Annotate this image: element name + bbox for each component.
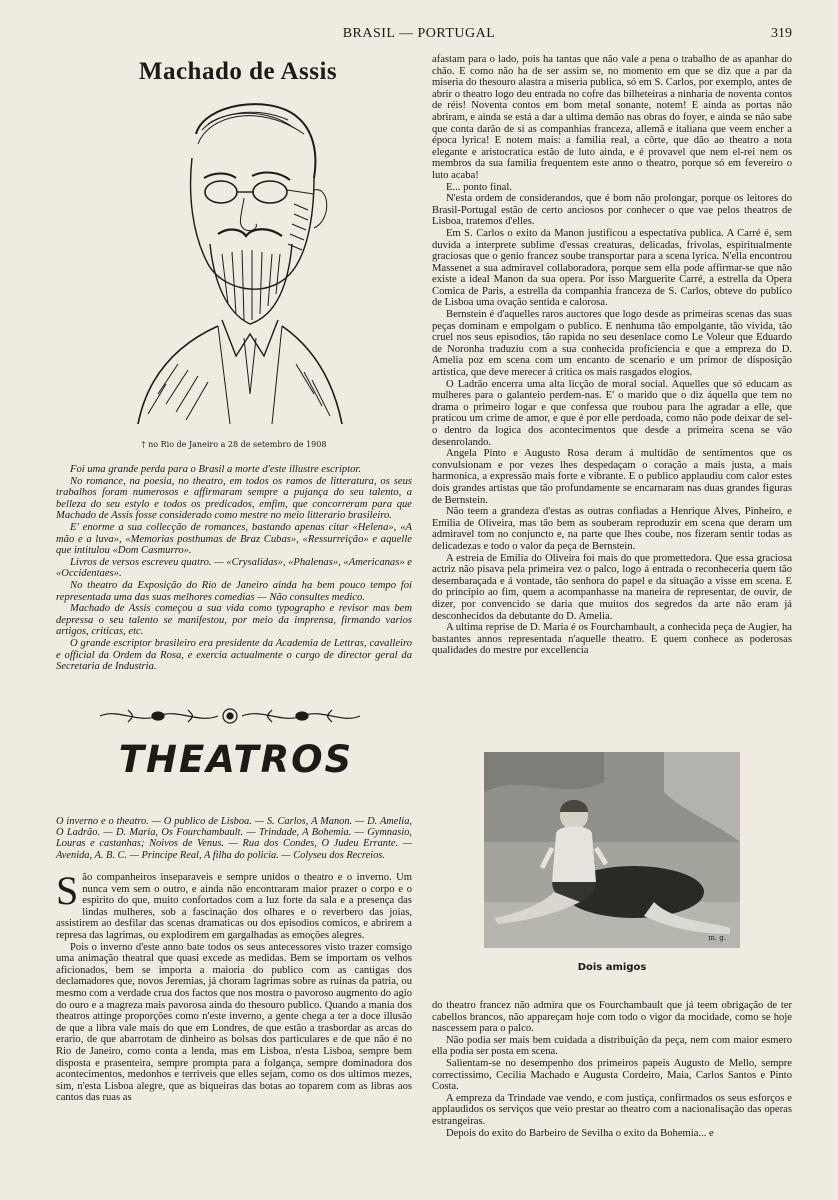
theatros-paragraph: Não teem a grandeza d'estas as outras confiadas a Henrique Alves, Pinheiro, e Emilia de Oliveira, mas tão bem as souberam reproduzir em scena que deram um admiravel tom no conjuncto e, na parte que lhes coube, nos fizeram sentir todas as delicadezas e todo o valor da peça de Bernstein. <box>432 506 792 552</box>
decorative-ornament <box>98 704 362 728</box>
theatros-paragraph: Em S. Carlos o exito da Manon justificou a espectativa publica. A Carré é, sem duvida a interprete sublime d'essas creaturas, delicadas, frivolas, espiritualmente graciosas que o genio francez soube transportar para a scena lyrica. N'ella encontrou Massenet a sua admiravel collaboradora, porque sem ella pode affirmar-se que não existe a ideal Manon da sua opera. Por isso Marguerite Carré, a estrella da Opera Comica de Paris, a estrella da companhia franceza de S. Carlos, obteve do publico de Lisboa uma ovação sentida e calorosa. <box>432 227 792 309</box>
theatros-paragraph: ão companheiros inseparaveis e sempre unidos o theatro e o inverno. Um nunca vem sem o outro, e ainda não encontraram maior prazer o corpo e o espirito do que, muito confortados com a luz forte da sala e a presença das lindas mulheres, sob a fascinação dos olhares e o reverbero das joias, assistirem ao desfilar das scenas dramaticas ou dos episodios comicos, e abrirem a represa das lagrimas, ou explodirem em gargalhadas as emoções alegres. <box>56 872 412 941</box>
theatros-paragraph: Depois do exito do Barbeiro de Sevilha o exito da Bohemia... e <box>446 1127 714 1139</box>
machado-article-body <box>56 464 412 673</box>
photo-girl-with-dog <box>484 752 740 948</box>
theatros-paragraph: afastam para o lado, pois ha tantas que não vale a pena o trabalho de as apanhar do chão. E como não ha de ser assim se, no momento em que se diz que a par da miseria do thesouro alastra a miseria publica, só em S. Carlos, por exemplo, antes de abrir o theatro logo deu entrada no cofre das bilheteiras a ninharia de noventa contos de réis! Noventa contos em bom metal sonante, notem! E ainda as portas não abriram, e ainda se está a dar a ultima demão nas obras do foyer, e ainda se não sabe que conta darão de si as companhias franceza, allemã e italiana que veem encher a época lyrica! E notem mais: a familia real, a côrte, que dão ao theatro a nota elegante e aristocratica estão de luto ainda, e é provavel que nem el-rei nem os membros da sua familia frequentem este anno o theatro, porque só em fevereiro o luto acaba! <box>432 54 792 181</box>
theatros-paragraph: N'esta ordem de considerandos, que é bom não prolongar, porque os leitores do Brasil-Portugal estão de certo anciosos por conhecer o que vae pelos theatros de Lisboa, tratemos d'elles. <box>432 193 792 228</box>
theatros-paragraph: Bernstein é d'aquelles raros auctores que logo desde as primeiras scenas das suas peças dominam e empolgam o publico. E nenhuma tão empolgante, tão vivida, tão cruel nos seus episodios, tão rapida no seu desenlace como Le Voleur que Eduardo de Noronha traduziu com a sua conhecida proficiencia e que a empreza do D. Amelia poz em scena com um encanto de scenario e um primor de disposição artistica, que deve merecer á critica os mais rasgados elogios. <box>432 309 792 379</box>
theatros-paragraph: Pois o inverno d'este anno bate todos os seus antecessores visto trazer comsigo uma animação theatral que quasi excede as medidas. Bem se importam os velhos aficionados, bem se importa a maioria do publico com as cantigas dos declamadores que, novos Jeremias, já choram lagrimas sobre as ruinas da patria, ou mesmo com a verdade crua dos factos que nos mostra o pavoroso augmento do agio do ouro e a magreza mais pavorosa ainda do thesouro publico. Quando a mania dos theatros attinge proporções como n'este inverno, a gente chega a ter a doce illusão de que a libra vale mais do que em Londres, de que estão a trasbordar as arcas do erario, de que abarrotam de dinheiro as bolsas dos particulares e de que não é no Rio de Janeiro, como conta a lenda, mas em Lisboa, n'esta Lisboa, sempre bem disposta e prasenteira, sempre prompta para a folgança, sempre dominadora dos acontecimentos, medonhos e terriveis que elles sejam, como os dos ultimos mezes, sim, n'esta Lisboa alegre, que as biqueiras das botas ao toparem com as libras aos cantos das ruas as <box>56 941 412 1104</box>
machado-paragraph: Foi uma grande perda para o Brasil a morte d'este illustre escriptor. <box>70 464 362 475</box>
running-header <box>0 26 838 46</box>
photo-illustration <box>484 752 740 948</box>
machado-paragraph: Livros de versos escreveu quatro. — «Crysalidas», «Phalenas», «Americanas» e «Occidentaes». <box>56 556 412 580</box>
theatros-paragraph: Salientam-se no desempenho dos primeiros papeis Augusto de Mello, sempre correctissimo, Cecilia Machado e Augusta Cordeiro, Maia, Carlos Santos e Pinto Costa. <box>432 1057 792 1093</box>
theatros-paragraph: A estreia de Emilia do Oliveira foi mais do que promettedora. Que essa graciosa actriz não pisava pela primeira vez o palco, logo á entrada o reconheceria quem tão desembaraçada e á vontade, tão senhora do papel e da situação a visse em scena. E do principio ao fim, quem a acompanhasse na maneira de representar, de ouvir, de dizer, por convencido se daria que muitos dos segredos da arte não eram já desconhecidos da debutante do D. Amelia. <box>432 552 792 622</box>
machado-paragraph: No theatro da Exposição do Rio de Janeiro ainda ha bem pouco tempo foi representada uma das suas melhores comedias — Não consultes medico. <box>56 579 412 603</box>
drop-cap: S <box>56 868 79 913</box>
theatros-paragraph: A empreza da Trindade vae vendo, e com justiça, confirmados os seus esforços e applaudidos os serviços que veio prestar ao theatro com a nacionalisação das operas estrangeiras. <box>432 1092 792 1127</box>
section-heading-theatros: THEATROS <box>118 738 354 781</box>
machado-paragraph: No romance, na poesia, no theatro, em todos os ramos de litteratura, os seus trabalhos foram numerosos e affirmaram sempre a pujança do seu talento, a belleza do seu estylo e todos os predicados, emfim, que concorreram para que Machado de Assis fosse considerado como mestre no meio litterario brasileiro. <box>56 475 412 522</box>
theatros-body-right-top <box>432 54 792 657</box>
photo-caption: Dois amigos <box>577 962 647 973</box>
theatros-paragraph: Não podia ser mais bem cuidada a distribuição da peça, nem com maior esmero ella podia ser posta em scena. <box>432 1034 792 1058</box>
portrait-caption: † no Rio de Janeiro a 28 de setembro de 1908 <box>141 440 327 449</box>
machado-paragraph: O grande escriptor brasileiro era presidente da Academia de Lettras, cavalleiro e official da Ordem da Rosa, e exercia actualmente o cargo de director geral da Secretaria de Industria. <box>56 637 412 673</box>
article-heading-machado: Machado de Assis <box>138 58 338 85</box>
theatros-paragraph: E... ponto final. <box>446 181 512 193</box>
theatros-paragraph: Angela Pinto e Augusto Rosa deram á multidão de sentimentos que os convulsionam e por vezes lhes despedaçam o coração a mais justa, a mais harmonica, a expressão mais forte e vibrante. E o publico applaudiu com calor estes dois grandes artistas que tão profundamente se encarnaram nas duas grandes figuras de Bernstein. <box>432 448 792 506</box>
page-number: 319 <box>771 26 792 41</box>
theatros-body-left <box>56 868 412 1104</box>
theatros-paragraph: O Ladrão encerra uma alta licção de moral social. Aquelles que só educam as mulheres para o galanteio perdem-nas. E' o marido que o diz áquella que tem no drama o primeiro logar e que confessa que roubou para lhe agradar a elle, que praticou um crime de amor, e que é por elle perdoada, como não pode deixar de sel-o dentro da logica dos acontecimentos que desde a primeira scena se vão desenrolando. <box>432 378 792 448</box>
publication-title: BRASIL — PORTUGAL <box>342 26 496 41</box>
theatros-summary: O inverno e o theatro. — O publico de Lisboa. — S. Carlos, A Manon. — D. Amelia, O Ladrão. — D. Maria, Os Fourchambault. — Trindade, A Bohemia. — Gymnasio, Louras e castanhas; Noivos de Venus. — Rua dos Condes, O Judeu Errante. — Avenida, A. B. C. — Principe Real, A filha do policia. — Colyseu dos Recreios. <box>56 816 412 861</box>
portrait-engraving <box>118 94 358 430</box>
photo-signature: m. g. <box>708 934 726 942</box>
machado-paragraph: Machado de Assis começou a sua vida como typographo e revisor mas bem depressa o seu talento se manifestou, por meio da imprensa, firmando varios artigos, criticas, etc. <box>56 603 412 638</box>
theatros-paragraph: do theatro francez não admira que os Fourchambault que já teem obrigação de ter cabellos brancos, não appareçam hoje com todo o vigor da mocidade, como se hoje nascessem para o palco. <box>432 1000 792 1035</box>
theatros-body-right-bottom <box>432 1000 792 1139</box>
machado-paragraph: E' enorme a sua collecção de romances, bastando apenas citar «Helena», «A mão e a luva», «Memorias posthumas de Braz Cubas», «Ressurreição» e aquelle que intitulou «Dom Casmurro». <box>56 521 412 557</box>
theatros-paragraph: A ultima reprise de D. Maria é os Fourchambault, a conhecida peça de Augier, ha bastantes annos representada n'aquelle theatro. E quem conhece as poderosas qualidades do mestre por excellencia <box>432 622 792 657</box>
